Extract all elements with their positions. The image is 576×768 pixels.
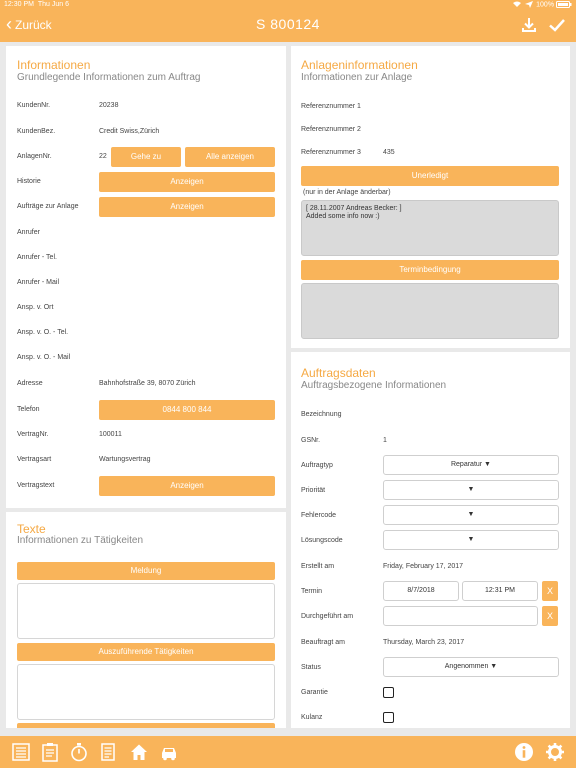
anrufer-label: Anrufer [17,229,40,236]
texte-subtitle: Informationen zu Tätigkeiten [17,535,144,546]
loesungscode-select[interactable]: ▼ [383,530,559,550]
list-icon[interactable] [11,742,31,762]
bezeichnung-label: Bezeichnung [301,411,342,418]
taetigkeiten-button[interactable]: Auszuführende Tätigkeiten [17,643,275,661]
erstellt-value: Friday, February 17, 2017 [383,563,464,570]
adresse-label: Adresse [17,380,43,387]
ansp-tel-label: Ansp. v. O. - Tel. [17,329,69,336]
vertragsart-value: Wartungsvertrag [99,456,151,463]
erstellt-label: Erstellt am [301,563,335,570]
kulanz-label: Kulanz [301,714,323,721]
texte-title: Texte [17,522,46,536]
stopwatch-icon[interactable] [69,742,89,762]
auftraege-label: Aufträge zur Anlage [17,203,79,210]
telefon-label: Telefon [17,406,40,413]
back-label: Zurück [15,18,52,32]
gsnr-label: GSNr. [301,437,321,444]
taetigkeiten-textarea[interactable] [17,664,275,720]
clipboard-icon[interactable] [40,742,60,762]
prioritaet-select[interactable]: ▼ [383,480,559,500]
termin-time-input[interactable]: 12:31 PM [462,581,538,601]
historie-anzeigen-button[interactable]: Anzeigen [99,172,275,192]
auftragtyp-label: Auftragtyp [301,462,333,469]
status-select[interactable]: Angenommen ▼ [383,657,559,677]
anlageninformationen-panel [291,46,570,348]
historie-label: Historie [17,178,41,185]
beauftragt-value: Thursday, March 23, 2017 [383,639,465,646]
anlagennr-value: 22 [99,153,107,160]
vertragnr-label: VertragNr. [17,431,49,438]
auftrag-title: Auftragsdaten [301,366,376,380]
unerledigt-button[interactable]: Unerledigt [301,166,559,186]
auftragtyp-select[interactable]: Reparatur ▼ [383,455,559,475]
termin-date-input[interactable]: 8/7/2018 [383,581,459,601]
car-icon[interactable] [159,742,179,762]
battery-icon [556,1,572,8]
ref1-label: Referenznummer 1 [301,103,361,110]
kundennr-value: 20238 [99,102,119,109]
document-icon[interactable] [98,742,118,762]
meldung-button[interactable]: Meldung [17,562,275,580]
chevron-left-icon: ‹ [6,14,12,34]
terminbedingung-note [301,283,559,339]
loesungscode-label: Lösungscode [301,537,343,544]
informationen-panel [6,46,286,508]
ref3-value: 435 [383,149,395,156]
status-bar [0,0,576,10]
home-icon[interactable] [129,742,149,762]
page-title: S 800124 [256,16,320,32]
anlage-note [301,200,559,256]
location-icon [524,1,534,8]
gsnr-value: 1 [383,437,387,444]
wifi-icon [512,1,522,8]
anlage-hint: (nur in der Anlage änderbar) [303,189,391,196]
kundennr-label: KundenNr. [17,102,51,109]
anlagennr-label: AnlagenNr. [17,153,52,160]
durchgefuehrt-input[interactable] [383,606,538,626]
next-section-button[interactable] [17,723,275,728]
navigation-bar [0,10,576,42]
fehlercode-select[interactable]: ▼ [383,505,559,525]
informationen-title: Informationen [17,58,91,72]
status-battery [512,1,572,8]
beauftragt-label: Beauftragt am [301,639,345,646]
ansp-mail-label: Ansp. v. O. - Mail [17,354,71,361]
anrufer-tel-label: Anrufer - Tel. [17,254,57,261]
vertragstext-label: Vertragstext [17,482,55,489]
ref3-label: Referenznummer 3 [301,149,361,156]
telefon-button[interactable]: 0844 800 844 [99,400,275,420]
status-time: 12:30 PM [4,1,34,8]
status-time-date [4,1,69,8]
ref2-label: Referenznummer 2 [301,126,361,133]
download-icon[interactable] [520,16,538,34]
anrufer-mail-label: Anrufer - Mail [17,279,60,286]
info-icon[interactable] [514,742,534,762]
alle-anzeigen-button[interactable]: Alle anzeigen [185,147,275,167]
adresse-value: Bahnhofstraße 39, 8070 Zürich [99,380,196,387]
terminbedingung-button[interactable]: Terminbedingung [301,260,559,280]
auftraege-anzeigen-button[interactable]: Anzeigen [99,197,275,217]
meldung-textarea[interactable] [17,583,275,639]
status-date: Thu Jun 6 [37,1,69,8]
vertragnr-value: 100011 [99,431,122,438]
informationen-subtitle: Grundlegende Informationen zum Auftrag [17,72,201,83]
checkmark-icon[interactable] [548,16,566,34]
termin-clear-button[interactable]: X [542,581,558,601]
prioritaet-label: Priorität [301,487,326,494]
status-label: Status [301,664,321,671]
kulanz-checkbox[interactable] [383,712,394,723]
anlage-note-line2: Added some info now :) [306,213,380,220]
bottom-tab-bar [0,736,576,768]
termin-label: Termin [301,588,323,595]
gear-icon[interactable] [545,742,565,762]
gehe-zu-button[interactable]: Gehe zu [111,147,181,167]
garantie-checkbox[interactable] [383,687,394,698]
anlage-subtitle: Informationen zur Anlage [301,72,413,83]
battery-percent: 100% [536,1,555,9]
kundenbez-value: Credit Swiss,Zürich [99,128,160,135]
auftragsdaten-panel [291,352,570,728]
garantie-label: Garantie [301,689,328,696]
auftrag-subtitle: Auftragsbezogene Informationen [301,380,447,391]
vertragsart-label: Vertragsart [17,456,52,463]
anlage-note-line1: [ 28.11.2007 Andreas Becker: ] [306,205,402,212]
durchgefuehrt-label: Durchgeführt am [301,613,354,620]
kundenbez-label: KundenBez. [17,128,56,135]
texte-panel [6,512,286,728]
vertragstext-anzeigen-button[interactable]: Anzeigen [99,476,275,496]
durchgefuehrt-clear-button[interactable]: X [542,606,558,626]
anlage-title: Anlageninformationen [301,58,418,72]
fehlercode-label: Fehlercode [301,512,337,519]
ansp-ort-label: Ansp. v. Ort [17,304,54,311]
